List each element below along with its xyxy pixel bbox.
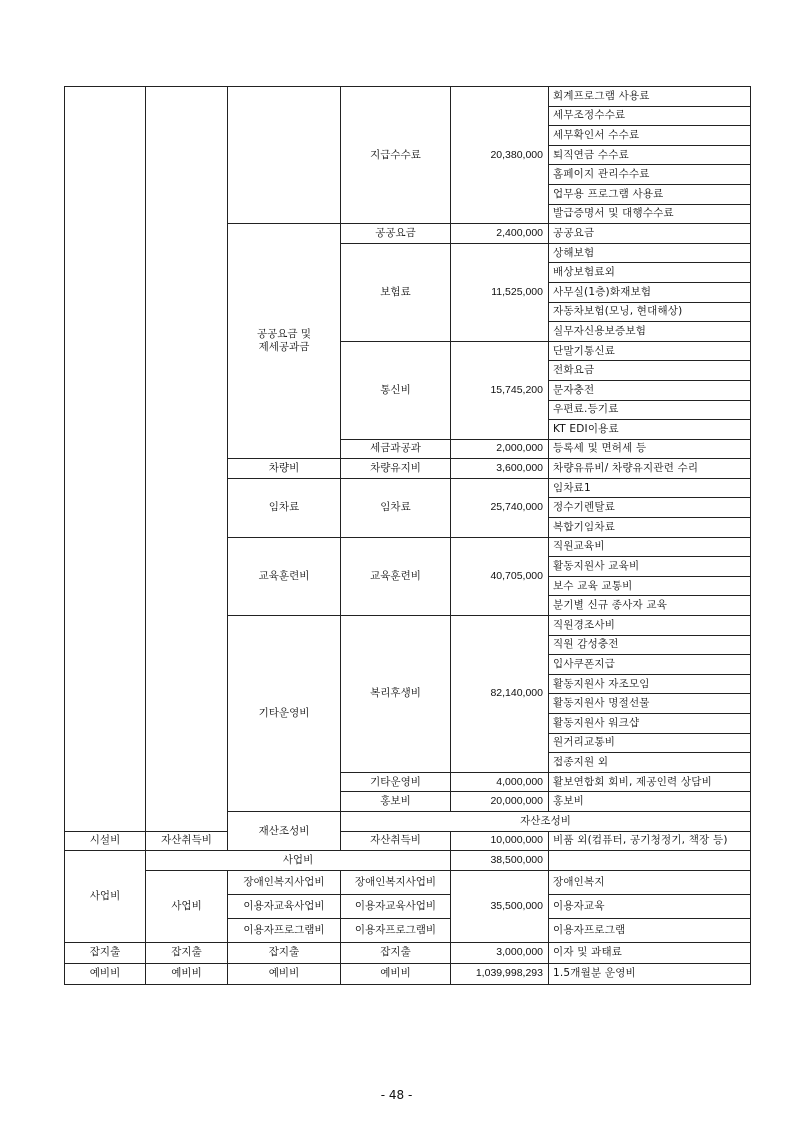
cell-note: 원거리교통비	[549, 733, 751, 753]
cell-item: 기타운영비	[341, 772, 451, 792]
cell-note: 보수 교육 교통비	[549, 576, 751, 596]
cell-l3: 이용자교육사업비	[228, 894, 341, 918]
cell-note: 입사쿠폰지급	[549, 655, 751, 675]
cell-section: 사업비	[65, 851, 146, 943]
cell-section: 재산조성비	[228, 811, 341, 850]
cell-amount: 2,400,000	[451, 224, 549, 244]
cell-item: 예비비	[341, 963, 451, 984]
cell-item: 자산취득비	[341, 831, 451, 851]
cell-l2: 사업비	[146, 870, 228, 942]
cell-note: 이용자교육	[549, 894, 751, 918]
cell-note: 자동차보험(모닝, 현대해상)	[549, 302, 751, 322]
cell-category: 차량비	[228, 459, 341, 479]
cell-amount: 38,500,000	[451, 851, 549, 871]
cell-note: 이자 및 과태료	[549, 942, 751, 963]
cell-note: 복합기임차료	[549, 518, 751, 538]
cell-l3: 예비비	[228, 963, 341, 984]
cell-l3: 이용자프로그램비	[228, 918, 341, 942]
cell-item: 차량유지비	[341, 459, 451, 479]
cell-note: KT EDI이용료	[549, 420, 751, 440]
cell-note: 활동지원사 교육비	[549, 557, 751, 577]
table-row	[65, 870, 751, 894]
cell-section: 잡지출	[65, 942, 146, 963]
cell-category: 임차료	[228, 478, 341, 537]
cell-amount: 4,000,000	[451, 772, 549, 792]
cell-note: 문자충전	[549, 380, 751, 400]
cell-note: 홈페이지 관리수수료	[549, 165, 751, 185]
cell-note: 발급증명서 및 대행수수료	[549, 204, 751, 224]
cell-item: 이용자프로그램비	[341, 918, 451, 942]
cell-amount: 1,039,998,293	[451, 963, 549, 984]
cell-l2-continued	[146, 87, 228, 832]
cell-l3: 잡지출	[228, 942, 341, 963]
cell-category	[228, 224, 341, 459]
cell-note: 배상보험료외	[549, 263, 751, 283]
budget-table	[64, 86, 751, 985]
page-number: - 48 -	[380, 1088, 413, 1102]
cell-note: 1.5개월분 운영비	[549, 963, 751, 984]
cell-note-empty	[549, 851, 751, 871]
cell-amount: 3,000,000	[451, 942, 549, 963]
cell-item: 세금과공과	[341, 439, 451, 459]
cell-note: 직원 감성충전	[549, 635, 751, 655]
table-row	[65, 942, 751, 963]
cell-amount: 11,525,000	[451, 243, 549, 341]
cell-note: 상해보험	[549, 243, 751, 263]
cell-amount: 3,600,000	[451, 459, 549, 479]
cell-note: 업무용 프로그램 사용료	[549, 184, 751, 204]
cell-note: 활동지원사 자조모임	[549, 674, 751, 694]
cell-section: 예비비	[65, 963, 146, 984]
cell-item: 보험료	[341, 243, 451, 341]
cell-item: 홍보비	[341, 792, 451, 812]
cell-item: 통신비	[341, 341, 451, 439]
cell-note: 실무자신용보증보험	[549, 322, 751, 342]
cell-note: 장애인복지	[549, 870, 751, 894]
cell-amount: 40,705,000	[451, 537, 549, 615]
cell-note: 직원교육비	[549, 537, 751, 557]
cell-item: 교육훈련비	[341, 537, 451, 615]
cell-item: 복리후생비	[341, 616, 451, 773]
cell-note: 전화요금	[549, 361, 751, 381]
cell-note: 사무실(1층)화재보험	[549, 282, 751, 302]
cell-l2: 예비비	[146, 963, 228, 984]
cell-note: 활보연합회 회비, 제공인력 상담비	[549, 772, 751, 792]
table-row	[65, 851, 751, 871]
cell-item: 이용자교육사업비	[341, 894, 451, 918]
cell-amount: 82,140,000	[451, 616, 549, 773]
cell-l3: 장애인복지사업비	[228, 870, 341, 894]
cell-amount: 20,380,000	[451, 87, 549, 224]
cell-amount: 2,000,000	[451, 439, 549, 459]
cell-amount: 10,000,000	[451, 831, 549, 851]
cell-note: 공공요금	[549, 224, 751, 244]
cell-amount: 25,740,000	[451, 478, 549, 537]
cell-note: 회계프로그램 사용료	[549, 87, 751, 107]
cell-l2: 잡지출	[146, 942, 228, 963]
cell-l2: 시설비	[65, 831, 146, 851]
cell-note: 정수기렌탈료	[549, 498, 751, 518]
table-row	[65, 963, 751, 984]
cell-item: 공공요금	[341, 224, 451, 244]
cell-note: 세무조정수수료	[549, 106, 751, 126]
table-row	[65, 87, 751, 107]
cell-l1-continued	[65, 87, 146, 832]
cell-amount: 15,745,200	[451, 341, 549, 439]
cell-item: 장애인복지사업비	[341, 870, 451, 894]
cell-note: 우편료.등기료	[549, 400, 751, 420]
cell-category: 기타운영비	[228, 616, 341, 812]
table-row	[65, 831, 751, 851]
cell-l3: 자산취득비	[146, 831, 228, 851]
cell-note: 임차료1	[549, 478, 751, 498]
cell-note: 홍보비	[549, 792, 751, 812]
cell-note: 퇴직연금 수수료	[549, 145, 751, 165]
cell-item: 지급수수료	[341, 87, 451, 224]
cell-note: 분기별 신규 종사자 교육	[549, 596, 751, 616]
cell-note: 접종지원 외	[549, 753, 751, 773]
cell-note: 단말기통신료	[549, 341, 751, 361]
cell-note: 직원경조사비	[549, 616, 751, 636]
cell-note: 이용자프로그램	[549, 918, 751, 942]
cell-amount: 20,000,000	[451, 792, 549, 812]
cell-note: 차량유류비/ 차량유지관련 수리	[549, 459, 751, 479]
cell-note: 활동지원사 워크샵	[549, 714, 751, 734]
cell-note: 활동지원사 명절선물	[549, 694, 751, 714]
cell-note: 비품 외(컴퓨터, 공기청정기, 책장 등)	[549, 831, 751, 851]
cell-subtotal-label: 자산조성비	[341, 811, 751, 831]
cell-note: 등록세 및 면허세 등	[549, 439, 751, 459]
cell-category: 교육훈련비	[228, 537, 341, 615]
cell-item: 임차료	[341, 478, 451, 537]
cell-item: 잡지출	[341, 942, 451, 963]
cell-l3-continued	[228, 87, 341, 224]
category-label-line1: 공공요금 및	[256, 328, 312, 341]
category-label-line2: 제세공과금	[258, 341, 310, 354]
cell-subtotal-label: 사업비	[146, 851, 451, 871]
cell-note: 세무확인서 수수료	[549, 126, 751, 146]
cell-amount: 35,500,000	[451, 870, 549, 942]
